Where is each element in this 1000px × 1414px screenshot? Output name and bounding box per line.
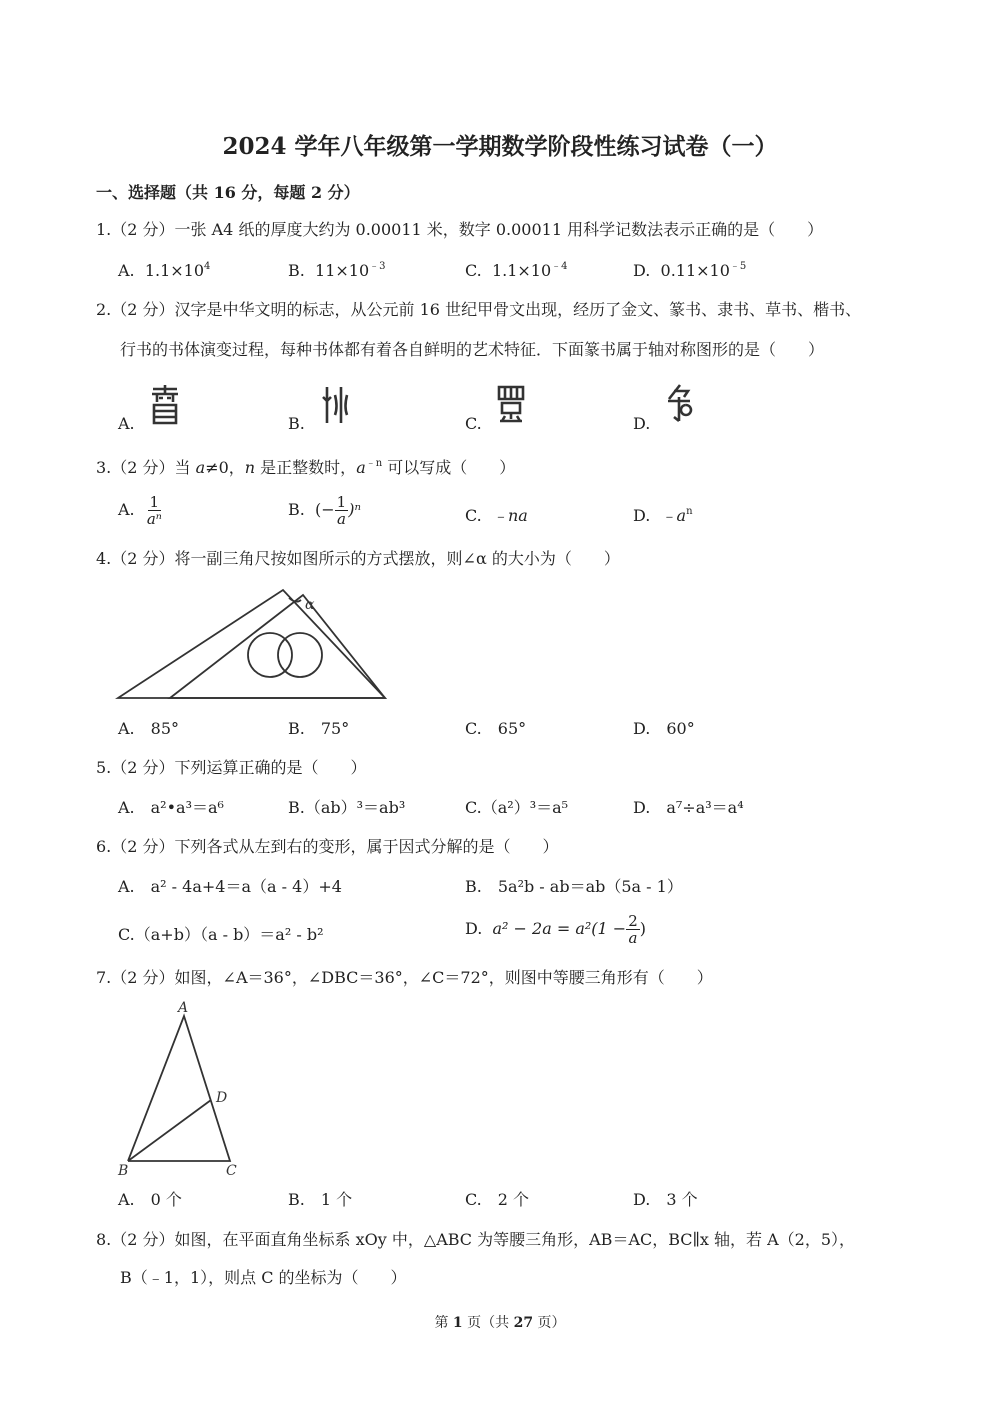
q6-option-c[interactable]: C.（a+b）（a - b）＝a² - b² [118, 925, 324, 944]
q2-option-a[interactable]: A. [118, 414, 135, 433]
q2-option-c[interactable]: C. [465, 414, 482, 433]
question-5-stem: 5.（2 分）下列运算正确的是（ ） [96, 758, 367, 777]
point-b-label: B [118, 1163, 129, 1178]
question-4-stem: 4.（2 分）将一副三角尺按如图所示的方式摆放，则∠α 的大小为（ ） [96, 549, 620, 568]
q1-option-c[interactable]: C. $1.1\times 10^{﹣4}$ [465, 261, 568, 280]
question-1-stem: 1.（2 分）一张 A4 纸的厚度大约为 0.00011 米，数字 0.00011 用科学记数法表示正确的是（ ） [96, 220, 824, 239]
ruler-hole-right [278, 633, 322, 677]
section-heading: 一、选择题（共 16 分，每题 2 分） [96, 183, 360, 202]
isosceles-triangle-figure [112, 998, 252, 1178]
q1-option-a[interactable]: A. $1.1\times 10^4$ [118, 261, 211, 280]
question-2-stem-line1: 2.（2 分）汉字是中华文明的标志，从公元前 16 世纪甲骨文出现，经历了金文、篆书、隶书、草书、楷书、 [96, 300, 862, 319]
q3-option-b[interactable]: B. (− $\frac{1}{a}$ )ⁿ [288, 493, 361, 528]
q5-option-c[interactable]: C.（a²）³＝a⁵ [465, 798, 569, 817]
q4-option-d[interactable]: D. 60° [633, 719, 695, 738]
q3-option-a[interactable]: A. $\frac{1}{\text{aⁿ}}$ [118, 493, 162, 528]
point-d-label: D [216, 1090, 228, 1106]
q6-option-d[interactable]: D. a² − 2a = a²(1 − $\frac{2}{a}$ ) [465, 912, 647, 947]
question-2-stem-line2: 行书的书体演变过程，每种书体都有着各自鲜明的艺术特征．下面篆书属于轴对称图形的是（ ） [120, 340, 825, 359]
q5-option-a[interactable]: A. a²•a³＝a⁶ [118, 798, 224, 817]
seal-character-d-image [662, 383, 696, 427]
q3-option-d[interactable]: D. $﹣a^n$ [633, 506, 693, 525]
page-title: 2024 学年八年级第一学期数学阶段性练习试卷（一） [222, 133, 778, 160]
seal-character-b-image [320, 383, 350, 427]
seal-character-a-image [148, 383, 182, 427]
q6-option-a[interactable]: A. a² - 4a+4＝a（a - 4）+4 [118, 877, 342, 896]
question-6-stem: 6.（2 分）下列各式从左到右的变形，属于因式分解的是（ ） [96, 837, 559, 856]
q5-option-d[interactable]: D. a⁷÷a³＝a⁴ [633, 798, 744, 817]
question-3-stem: 3.（2 分）当 a≠0，n 是正整数时，$a^{﹣n}$ 可以写成（ ） [96, 458, 516, 477]
point-c-label: C [226, 1163, 237, 1178]
question-7-stem: 7.（2 分）如图，∠A＝36°，∠DBC＝36°，∠C＝72°，则图中等腰三角形有（ ） [96, 968, 713, 987]
alpha-label: α [305, 597, 315, 613]
q2-option-b[interactable]: B. [288, 414, 305, 433]
page-footer: 第 1 页（共 27 页） [434, 1315, 566, 1331]
q4-option-a[interactable]: A. 85° [118, 719, 180, 738]
q7-option-d[interactable]: D. 3 个 [633, 1190, 698, 1209]
q7-option-c[interactable]: C. 2 个 [465, 1190, 530, 1209]
q2-option-d[interactable]: D. [633, 414, 651, 433]
q1-option-b[interactable]: B. $11\times 10^{﹣3}$ [288, 261, 386, 280]
q4-option-c[interactable]: C. 65° [465, 719, 527, 738]
q4-option-b[interactable]: B. 75° [288, 719, 350, 738]
seal-character-c-image [494, 383, 528, 427]
q1-option-d[interactable]: D. $0.11\times 10^{﹣5}$ [633, 261, 747, 280]
q3-option-c[interactable]: C. ﹣na [465, 506, 528, 525]
q6-option-b[interactable]: B. 5a²b - ab＝ab（5a - 1） [465, 877, 683, 896]
q5-option-b[interactable]: B.（ab）³＝ab³ [288, 798, 406, 817]
point-a-label: A [178, 1000, 189, 1016]
question-8-stem-line2: B（﹣1，1），则点 C 的坐标为（ ） [120, 1268, 407, 1287]
triangle-rulers-figure [115, 585, 390, 705]
q7-option-a[interactable]: A. 0 个 [118, 1190, 182, 1209]
q7-option-b[interactable]: B. 1 个 [288, 1190, 353, 1209]
triangle-abc [128, 1016, 230, 1161]
question-8-stem-line1: 8.（2 分）如图，在平面直角坐标系 xOy 中，△ABC 为等腰三角形，AB＝AC，BC∥x 轴，若 A（2，5）， [96, 1230, 856, 1249]
small-triangle-ruler [170, 595, 385, 698]
